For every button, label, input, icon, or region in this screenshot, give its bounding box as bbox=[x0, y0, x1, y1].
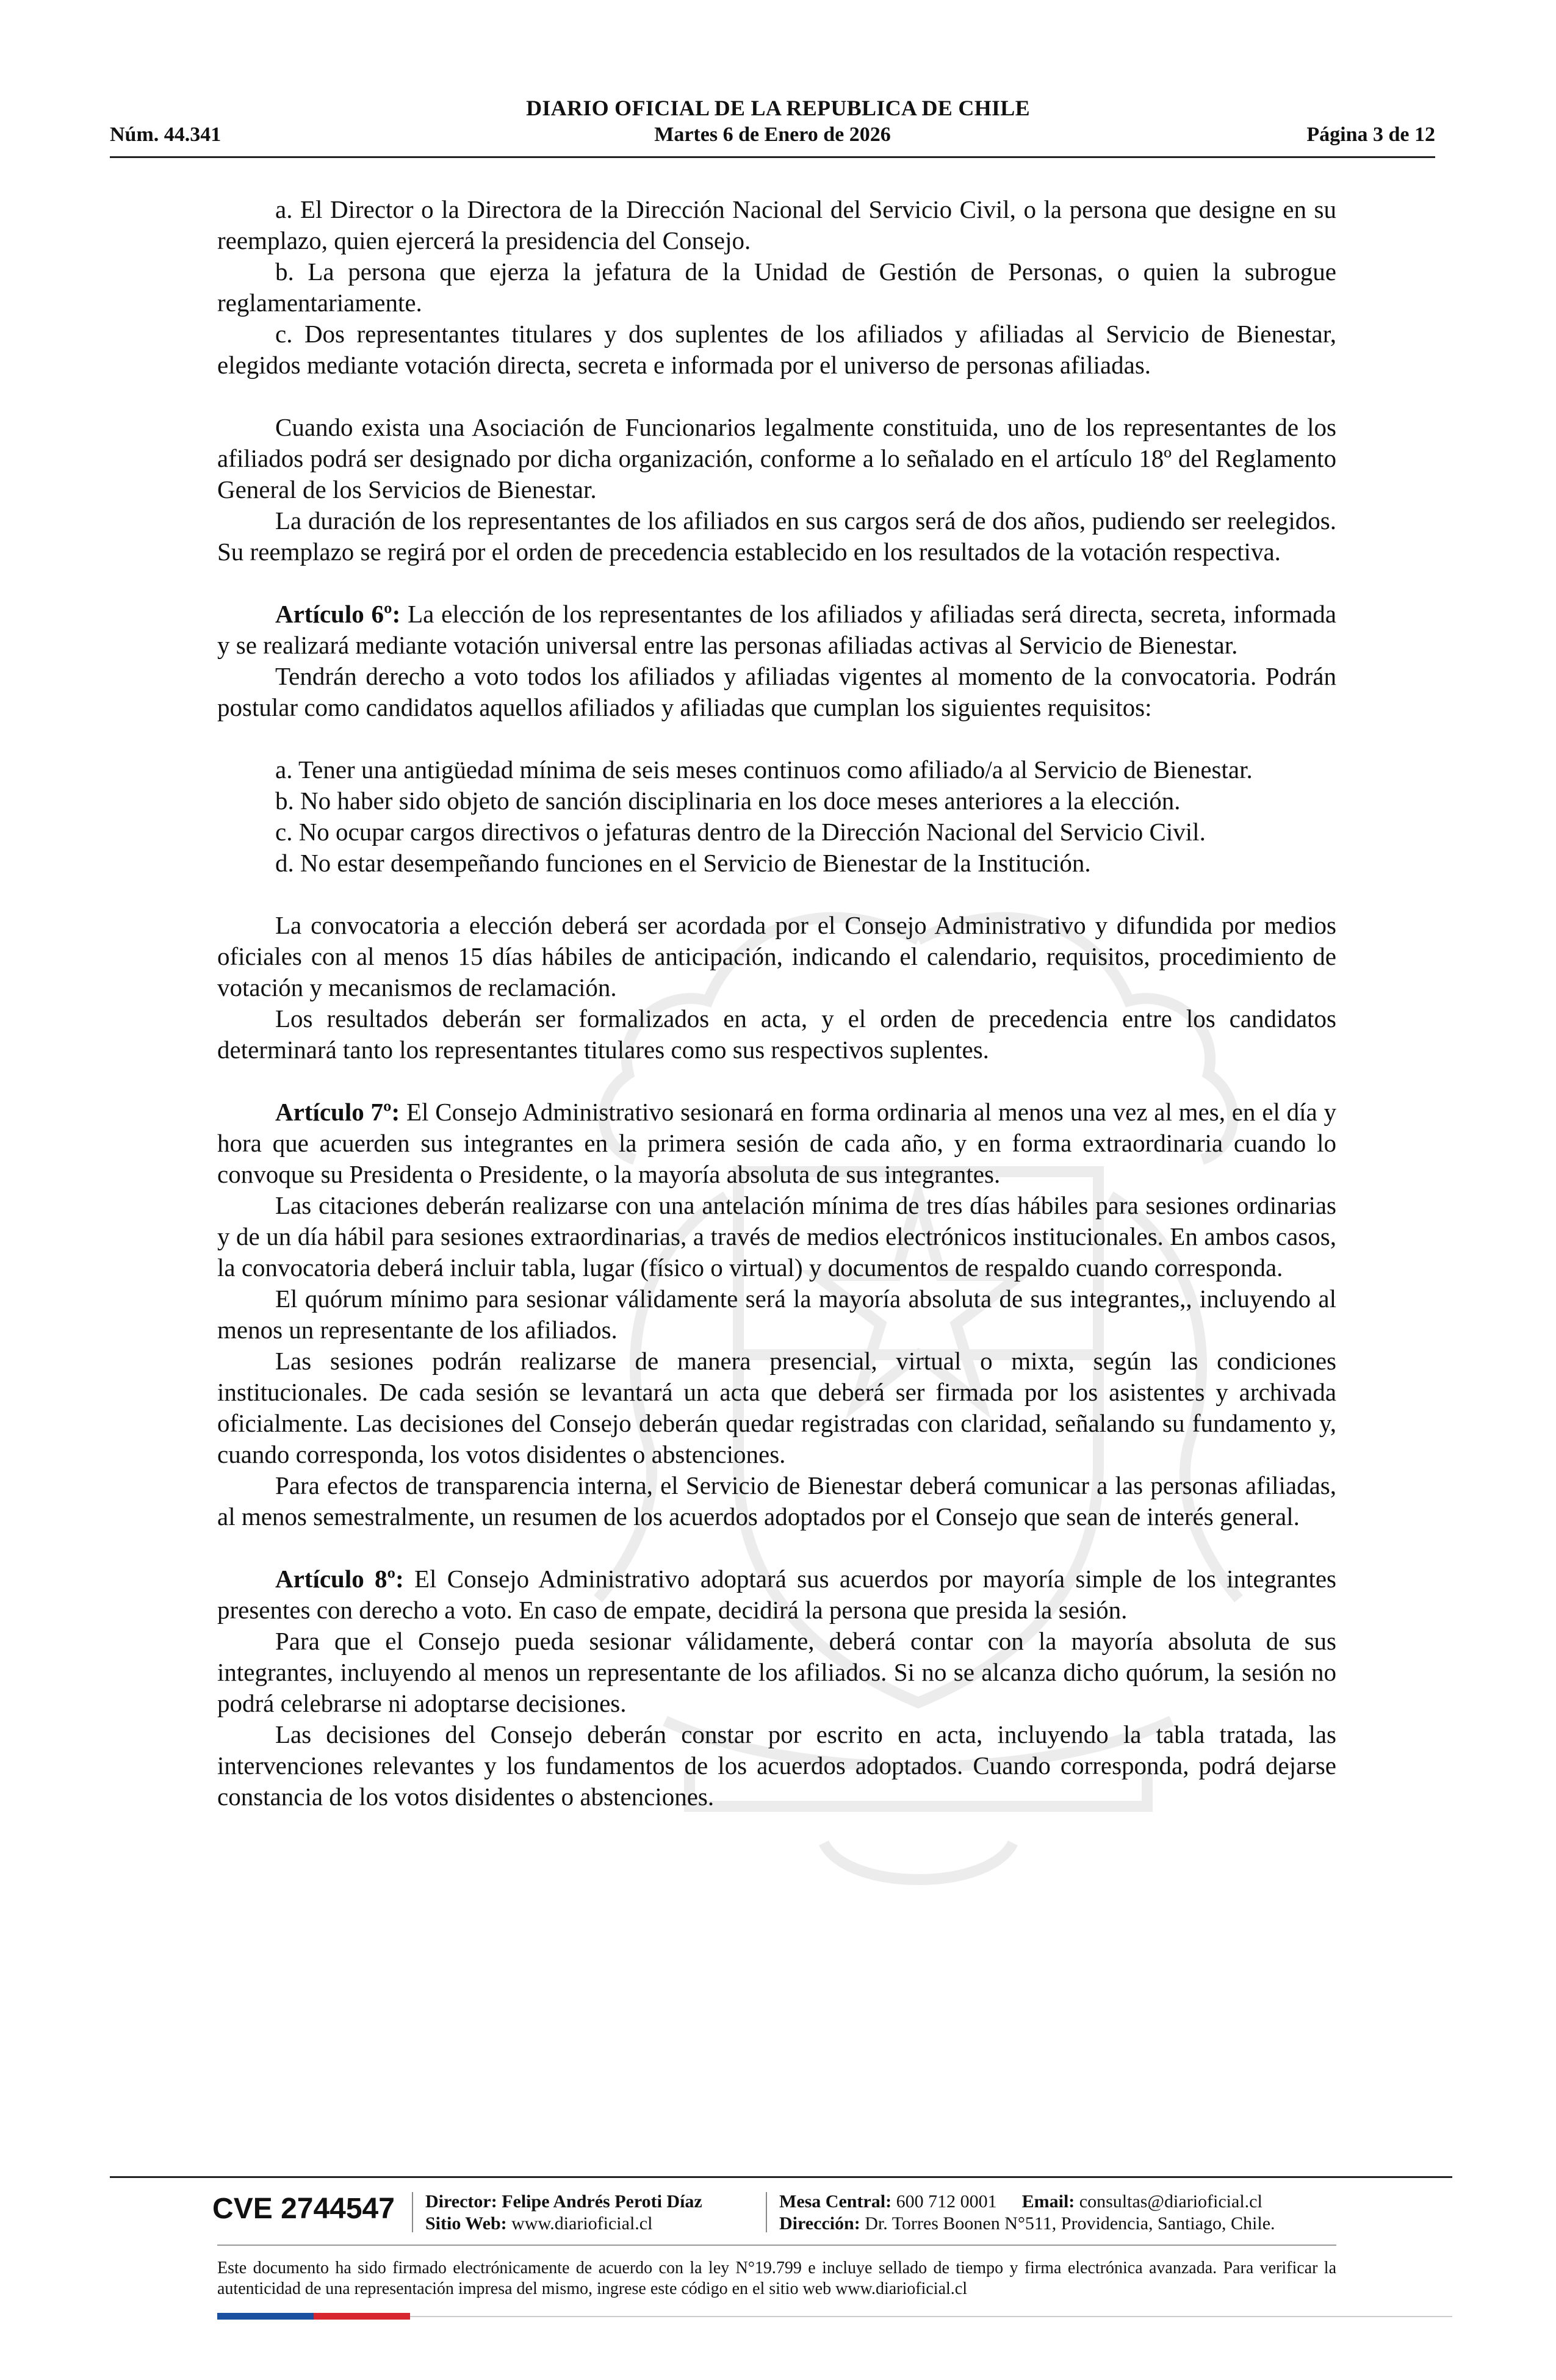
footer-contact-column bbox=[779, 2191, 1275, 2235]
header-row bbox=[110, 123, 1435, 150]
article-7 bbox=[217, 1097, 1336, 1190]
list-item: b. No haber sido objeto de sanción disciplinaria en los doce meses anteriores a la elección. bbox=[275, 787, 1181, 815]
phone-label: Mesa Central: bbox=[779, 2191, 892, 2212]
address-value: Dr. Torres Boonen N°511, Providencia, Santiago, Chile. bbox=[860, 2213, 1275, 2234]
issue-date: Martes 6 de Enero de 2026 bbox=[654, 123, 891, 146]
footer-separator bbox=[412, 2192, 413, 2232]
article-heading: Artículo 6º: bbox=[275, 600, 401, 628]
paragraph: La convocatoria a elección deberá ser acordada por el Consejo Administrativo y difundida por medios oficiales con al menos 15 días hábiles de anticipación, indicando el calendario, requisitos, procedimiento de votación y mecanismos de reclamación. bbox=[217, 911, 1336, 1001]
paragraph: Las citaciones deberán realizarse con una antelación mínima de tres días hábiles para sesiones ordinarias y de un día hábil para sesiones extraordinarias, a través de medios electrónicos institucionales. En ambos casos, la convocatoria deberá incluir tabla, lugar (físico o virtual) y documentos de respaldo cuando corresponda. bbox=[217, 1191, 1336, 1282]
paragraph: c. Dos representantes titulares y dos suplentes de los afiliados y afiliadas al Servicio de Bienestar, elegidos mediante votación directa, secreta e informada por el universo de personas afiliadas. bbox=[217, 320, 1336, 379]
list-item: d. No estar desempeñando funciones en el Servicio de Bienestar de la Institución. bbox=[275, 849, 1091, 877]
document-body bbox=[217, 194, 1336, 1812]
phone-value: 600 712 0001 bbox=[891, 2191, 997, 2212]
footer-bottom-line bbox=[410, 2316, 1452, 2317]
article-6 bbox=[217, 599, 1336, 661]
paragraph: a. El Director o la Directora de la Dirección Nacional del Servicio Civil, o la persona que designe en su reemplazo, quien ejercerá la presidencia del Consejo. bbox=[217, 195, 1336, 254]
paragraph: Los resultados deberán ser formalizados en acta, y el orden de precedencia entre los candidatos determinará tanto los representantes titulares como sus respectivos suplentes. bbox=[217, 1004, 1336, 1064]
list-item: a. Tener una antigüedad mínima de seis meses continuos como afiliado/a al Servicio de Bienestar. bbox=[275, 755, 1253, 784]
signature-notice: Este documento ha sido firmado electrónicamente de acuerdo con la ley N°19.799 e incluye sellado de tiempo y firma electrónica avanzada. Para verificar la autenticidad de una representación impresa del mismo, ingrese este código en el sitio web www.diarioficial.cl bbox=[217, 2259, 1336, 2298]
address-label: Dirección: bbox=[779, 2213, 860, 2234]
footer-separator bbox=[766, 2192, 767, 2232]
article-heading: Artículo 8º: bbox=[275, 1565, 404, 1593]
website-link[interactable]: www.diarioficial.cl bbox=[506, 2213, 653, 2234]
paragraph: Las decisiones del Consejo deberán constar por escrito en acta, incluyendo la tabla tratada, las intervenciones relevantes y los fundamentos de los acuerdos adoptados. Cuando corresponda, podrá dejarse constancia de los votos disidentes o abstenciones. bbox=[217, 1720, 1336, 1811]
footer-divider-thin bbox=[217, 2245, 1336, 2246]
list-item: c. No ocupar cargos directivos o jefaturas dentro de la Dirección Nacional del Servicio Civil. bbox=[275, 818, 1206, 846]
page-number: Página 3 de 12 bbox=[1306, 123, 1435, 146]
website-label: Sitio Web: bbox=[425, 2213, 507, 2234]
newspaper-title: DIARIO OFICIAL DE LA REPUBLICA DE CHILE bbox=[526, 96, 1030, 120]
article-heading: Artículo 7º: bbox=[275, 1098, 400, 1126]
footer-director-column bbox=[425, 2191, 702, 2235]
article-text: El Consejo Administrativo sesionará en forma ordinaria al menos una vez al mes, en el día y hora que acuerden sus integrantes en la primera sesión de cada año, y en forma extraordinaria cuando lo convoque su Presidenta o Presidente, o la mayoría absoluta de sus integrantes. bbox=[217, 1098, 1336, 1188]
article-text: La elección de los representantes de los afiliados y afiliadas será directa, secreta, informada y se realizará mediante votación universal entre las personas afiliadas activas al Servicio de Bienestar. bbox=[217, 600, 1336, 659]
article-text: El Consejo Administrativo adoptará sus acuerdos por mayoría simple de los integrantes presentes con derecho a voto. En caso de empate, decidirá la persona que presida la sesión. bbox=[217, 1565, 1336, 1624]
paragraph: Cuando exista una Asociación de Funcionarios legalmente constituida, uno de los representantes de los afiliados podrá ser designado por dicha organización, conforme a lo señalado en el artículo 18º del Reglamento General de los Servicios de Bienestar. bbox=[217, 413, 1336, 503]
header-divider bbox=[110, 156, 1435, 158]
email-label: Email: bbox=[1021, 2191, 1075, 2212]
paragraph: Para efectos de transparencia interna, el Servicio de Bienestar deberá comunicar a las personas afiliadas, al menos semestralmente, un resumen de los acuerdos adoptados por el Consejo que sean de interés general. bbox=[217, 1471, 1336, 1531]
paragraph: Para que el Consejo pueda sesionar válidamente, deberá contar con la mayoría absoluta de sus integrantes, incluyendo al menos un representante de los afiliados. Si no se alcanza dicho quórum, la sesión no podrá celebrarse ni adoptarse decisiones. bbox=[217, 1627, 1336, 1717]
paragraph: La duración de los representantes de los afiliados en sus cargos será de dos años, pudiendo ser reelegidos. Su reemplazo se regirá por el orden de precedencia establecido en los resultados de la votación respectiva. bbox=[217, 507, 1336, 566]
article-8 bbox=[217, 1563, 1336, 1626]
email-link[interactable]: consultas@diarioficial.cl bbox=[1075, 2191, 1262, 2212]
footer-divider bbox=[110, 2176, 1452, 2178]
director-label: Director: Felipe Andrés Peroti Díaz bbox=[425, 2191, 702, 2212]
paragraph: Las sesiones podrán realizarse de manera presencial, virtual o mixta, según las condiciones institucionales. De cada sesión se levantará un acta que deberá ser firmada por los asistentes y archivada oficialmente. Las decisiones del Consejo deberán quedar registradas con claridad, señalando su fundamento y, cuando corresponda, los votos disidentes o abstenciones. bbox=[217, 1347, 1336, 1468]
issue-number: Núm. 44.341 bbox=[110, 123, 222, 146]
paragraph: b. La persona que ejerza la jefatura de la Unidad de Gestión de Personas, o quien la subrogue reglamentariamente. bbox=[217, 258, 1336, 317]
flag-bar-red bbox=[314, 2313, 410, 2320]
cve-code: CVE 2744547 bbox=[212, 2193, 395, 2225]
paragraph: Tendrán derecho a voto todos los afiliados y afiliadas vigentes al momento de la convocatoria. Podrán postular como candidatos aquellos afiliados y afiliadas que cumplan los siguientes requisitos: bbox=[217, 662, 1336, 721]
flag-bar-blue bbox=[217, 2313, 314, 2320]
paragraph: El quórum mínimo para sesionar válidamente será la mayoría absoluta de sus integrantes,, incluyendo al menos un representante de los afiliados. bbox=[217, 1285, 1336, 1344]
